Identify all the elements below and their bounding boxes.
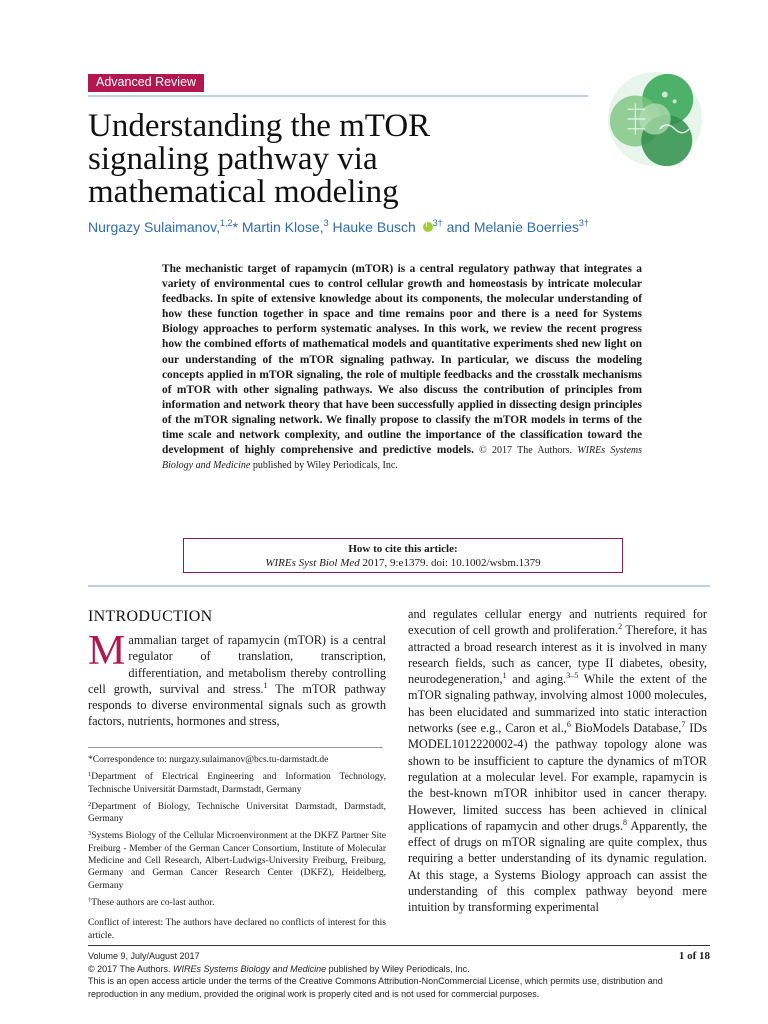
intro-text: The mTOR pathway responds to diverse environmental signals such as growth factors, nutrients, hormones and stress, [88,681,387,729]
license-line: This is an open access article under the terms of the Creative Commons Attribution-NonCommercial License, which permits use, distribution and [88,976,663,986]
title-line: mathematical modeling [88,174,399,210]
correspondence-note: *Correspondence to: nurgazy.sulaimanov@bcs.tu-darmstadt.de [88,755,329,765]
reference-marker[interactable]: 8 [623,817,628,827]
co-author-marker: † [88,896,92,904]
author-list [88,218,589,235]
intro-paragraph [88,628,387,730]
correspondence-marker: * [232,219,238,235]
drop-cap: M [88,628,126,674]
copyright-journal: WIREs Systems Biology and Medicine [173,963,327,974]
volume-info: Volume 9, July/August 2017 [88,951,200,961]
affiliation-3 [88,830,386,891]
abstract-publisher: published by Wiley Periodicals, Inc. [250,460,398,472]
author-affiliation-marker: 3† [578,218,589,228]
citation-details[interactable]: 2017, 9:e1379. doi: 10.1002/wsbm.1379 [359,557,541,569]
intro-text: ammalian target of rapamycin (mTOR) is a central regulator of translation, transcription, differentiation, and metabolism thereby controlling cell growth, survival and stress. [88,633,386,696]
intro-paragraph-continued [408,606,707,916]
intro-text: and aging. [506,672,567,687]
reference-marker[interactable]: 3–5 [566,671,579,681]
reference-marker[interactable]: 7 [681,720,686,730]
title-line: signaling pathway via [88,141,378,177]
affiliation-marker: 3 [88,830,92,838]
right-column [408,606,707,916]
article-type-tag: Advanced Review [88,74,204,92]
abstract-journal: WIREs Systems Biology and Medicine [162,445,642,472]
title-line: Understanding the mTOR [88,108,431,144]
intro-text: BioModels Database, [570,721,682,736]
footnote-rule [88,747,383,748]
affiliation-marker: 2 [88,800,92,808]
affiliation-1 [88,771,386,796]
reference-marker[interactable]: 2 [618,622,623,632]
intro-text: IDs MODEL1012220002-4) the pathway topology alone was shown to be insufficient to capture the dynamics of mTOR regulation at a molecular level. For example, rapamycin is the best-known mTOR inhibitor used in cancer therapy. However, limited success has been achieved in clinical applications of rapamycin and other drugs. [408,721,707,833]
intro-text: Therefore, it has attracted a broad research interest as it is involved in many research fields, such as cancer, type II diabetes, obesity, neurodegeneration, [408,623,707,687]
affiliation-text: Systems Biology of the Cellular Microenvironment at the DKFZ Partner Site Freiburg - Member of the German Cancer Consortium, Institute of Molecular Medicine and Cell Research, Albert-Ludwigs-University Freiburg, Freiburg, Germany and German Cancer Research Center (DKFZ), Heidelberg, Germany [88,831,386,891]
page-number: 1 of 18 [678,950,710,962]
section-heading: INTRODUCTION [88,608,213,625]
orcid-icon[interactable] [423,222,433,232]
article-title [88,110,508,209]
intro-text: Apparently, the effect of drugs on mTOR signaling are quite complex, thus requiring a better understanding of its dynamic regulation. At this stage, a Systems Biology approach can assist the understanding of this complex pathway beyond mere intuition by transforming experimental [408,818,707,915]
intro-text: While the extent of the mTOR signaling pathway, involving almost 1000 molecules, has been elucidated and summarized into static interaction networks (see e.g., Caron et al., [408,672,707,736]
wires-journal-logo [606,70,704,168]
author-name[interactable]: Nurgazy Sulaimanov, [88,219,221,235]
copyright-text: © 2017 The Authors. [88,963,174,974]
reference-marker[interactable]: 6 [566,720,571,730]
abstract-copyright: © 2017 The Authors. [473,445,578,457]
author-name[interactable]: Martin Klose, [238,219,324,235]
author-name[interactable]: and Melanie Boerries [442,219,579,235]
affiliation-text: Department of Electrical Engineering and Information Technology, Technische Universität Darmstadt, Darmstadt, Germany [88,772,386,795]
co-author-note [88,897,386,909]
abstract [162,262,642,473]
conflict-note: Conflict of interest: The authors have declared no conflicts of interest for this article. [88,918,386,941]
license-line: reproduction in any medium, provided the original work is properly cited and is not used for commercial purposes. [88,988,540,999]
section-rule [88,585,710,587]
citation-journal: WIREs Syst Biol Med [265,557,360,569]
page-footer [88,950,710,1000]
footer-copyright [88,963,710,976]
reference-marker[interactable]: 1 [263,680,268,690]
affiliation-marker: 1 [88,771,92,779]
left-column [88,608,386,730]
affiliation-text: Department of Biology, Technische Universitat Darmstadt, Darmstadt, Germany [88,801,386,825]
co-author-text: These authors are co-last author. [91,897,215,908]
author-affiliation-marker: 3 [323,218,329,228]
copyright-publisher: published by Wiley Periodicals, Inc. [326,963,470,974]
reference-marker[interactable]: 1 [502,671,507,681]
affiliation-2 [88,801,386,826]
author-name[interactable]: Hauke Busch [328,219,420,235]
abstract-body: The mechanistic target of rapamycin (mTOR) is a central regulatory pathway that integrates a variety of environmental cues to control cellular growth and homeostasis by intricate molecular feedbacks. In spite of extensive knowledge about its components, the molecular understanding of how these function together in space and time remains poor and there is a need for Systems Biology approaches to perform systematic analyses. In this work, we review the recent progress how the combined efforts of mathematical models and quantitative experiments shed new light on our understanding of the mTOR signaling pathway. In particular, we discuss the modeling concepts applied in mTOR signaling, the role of multiple feedbacks and the crosstalk mechanisms of mTOR with other signaling pathways. We also discuss the contribution of principles from information and network theory that have been successfully applied in dissecting design principles of the mTOR signaling network. We finally propose to classify the mTOR models in terms of the time scale and network complexity, and outline the importance of the classification toward the development of highly comprehensive and predictive models. [162,263,642,457]
author-affiliation-marker: 1,2 [220,218,233,228]
intro-text: and regulates cellular energy and nutrients required for execution of cell growth and proliferation. [408,607,707,638]
header-rule [88,95,588,97]
footer-rule [88,945,710,946]
citation-heading: How to cite this article: [348,543,458,555]
author-affiliation-marker: 3† [432,218,443,228]
citation-text [184,556,622,570]
footnotes [88,754,386,947]
citation-box [183,538,623,573]
